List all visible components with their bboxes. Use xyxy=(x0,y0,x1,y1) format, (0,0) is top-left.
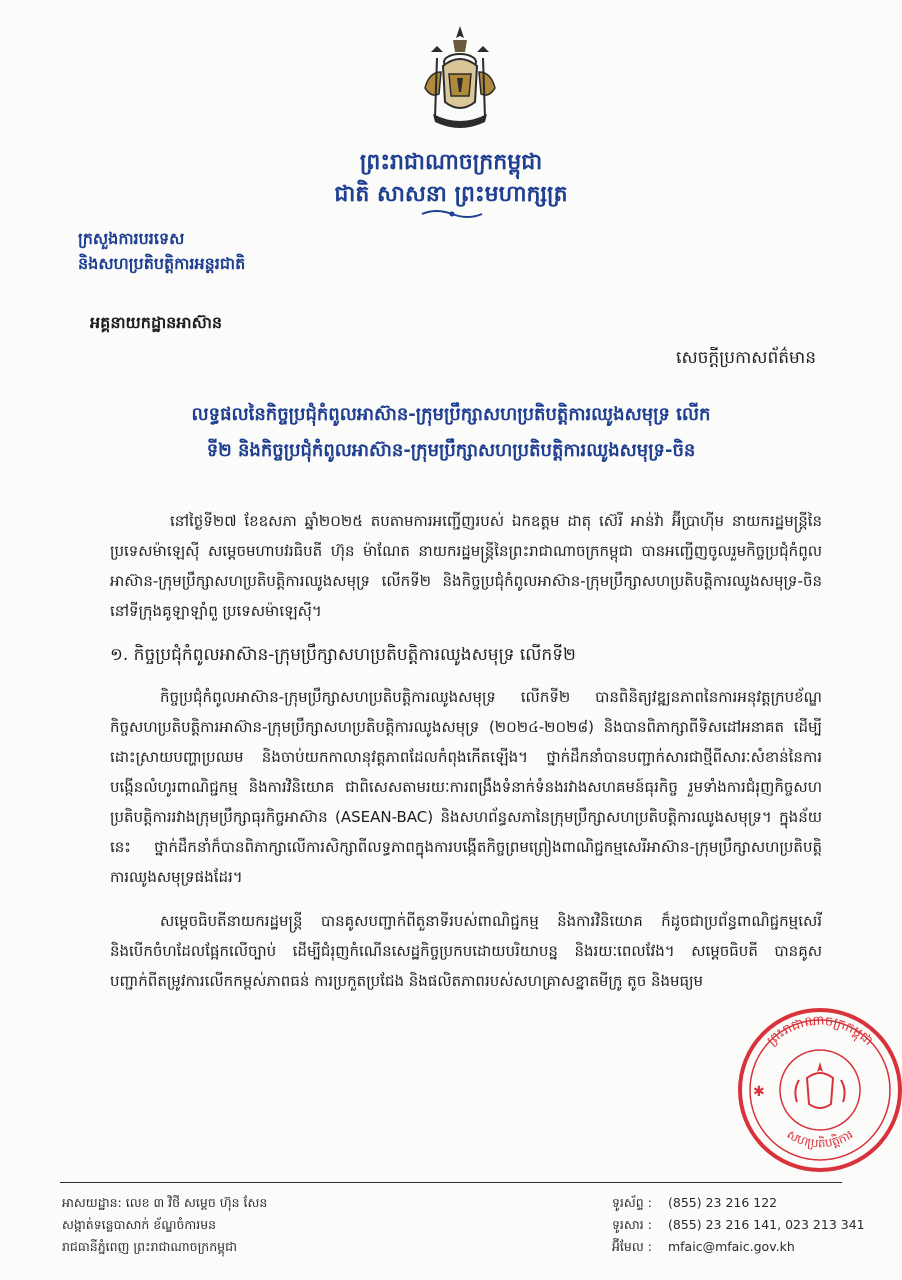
svg-text:✱: ✱ xyxy=(753,1084,765,1100)
footer-contacts xyxy=(612,1192,865,1258)
seal-text-top: ព្រះរាជាណាចក្រកម្ពុជា xyxy=(764,1013,876,1049)
paragraph-section1-cont: សម្តេចធិបតីនាយករដ្ឋមន្ត្រី បានគូសបញ្ជាក់ពីតួនាទីរបស់ពាណិជ្ជកម្ម និងការវិនិយោគ ក៏ដូចជាប្រព័ន្ធពាណិជ្ជកម្មសេរី និងបើកចំហដែលផ្អែកលើច្បាប់ ដើម្បីជំរុញកំណើនសេដ្ឋកិច្ចប្រកបដោយបរិយាបន្ន និងរយៈពេលវែង។ សម្តេចធិបតី បានគូសបញ្ជាក់ពីតម្រូវការលើកកម្ពស់ភាពធន់ ការប្រកួតប្រជែង និងផលិតភាពរបស់សហគ្រាសខ្នាតមីក្រូ តូច និងមធ្យម xyxy=(110,912,822,990)
footer-divider xyxy=(60,1182,842,1183)
address-line1: អាសយដ្ឋាន: លេខ ៣ វិថី សម្តេច ហ៊ុន សែន xyxy=(62,1195,268,1210)
ornament-divider-icon xyxy=(420,208,484,220)
ministry-name-line1: ក្រសួងការបរទេស xyxy=(78,229,185,248)
fax-row xyxy=(612,1214,865,1236)
document-body xyxy=(110,506,822,996)
section-heading: ១. កិច្ចប្រជុំកំពូលអាស៊ាន-ក្រុមប្រឹក្សាសហប្រតិបត្តិការឈូងសមុទ្រ លើកទី២ xyxy=(110,645,576,665)
ministry-name-line2: និងសហប្រតិបត្តិការអន្តរជាតិ xyxy=(78,254,246,273)
paragraph-section1: កិច្ចប្រជុំកំពូលអាស៊ាន-ក្រុមប្រឹក្សាសហប្រតិបត្តិការឈូងសមុទ្រ លើកទី២ បានពិនិត្យវឌ្ឍនភាពនៃការអនុវត្តក្របខ័ណ្ឌកិច្ចសហប្រតិបត្តិការអាស៊ាន-ក្រុមប្រឹក្សាសហប្រតិបត្តិការឈូងសមុទ្រ (២០២៤-២០២៨) និងបានពិភាក្សាពីទិសដៅអនាគត ដើម្បីដោះស្រាយបញ្ហាប្រឈម និងចាប់យកកាលានុវត្តភាពដែលកំពុងកើតឡើង។ ថ្នាក់ដឹកនាំបានបញ្ជាក់សារជាថ្មីពីសារៈសំខាន់នៃការបង្កើនលំហូរពាណិជ្ជកម្ម និងការវិនិយោគ ជាពិសេសតាមរយៈការពង្រឹងទំនាក់ទំនងរវាងសហគមន៍ធុរកិច្ច រួមទាំងការជំរុញកិច្ចសហប្រតិបត្តិការរវាងក្រុមប្រឹក្សាធុរកិច្ចអាស៊ាន (ASEAN-BAC) និងសហព័ន្ធសភានៃក្រុមប្រឹក្សាសហប្រតិបត្តិការឈូងសមុទ្រ។ ក្នុងន័យនេះ ថ្នាក់ដឹកនាំក៏បានពិភាក្សាលើការសិក្សាពីលទ្ធភាពក្នុងការបង្កើតកិច្ចព្រមព្រៀងពាណិជ្ជកម្មសេរីអាស៊ាន-ក្រុមប្រឹក្សាសហប្រតិបត្តិការឈូងសមុទ្រផងដែរ។ xyxy=(110,688,822,886)
document-title-line2: ទី២ និងកិច្ចប្រជុំកំពូលអាស៊ាន-ក្រុមប្រឹក្សាសហប្រតិបត្តិការឈូងសមុទ្រ-ចិន xyxy=(206,440,696,461)
fax-label: ទូរសារ : xyxy=(612,1217,652,1232)
fax-value: (855) 23 216 141, 023 213 341 xyxy=(667,1217,865,1232)
department-name: អគ្គនាយកដ្ឋានអាស៊ាន xyxy=(90,313,223,332)
email-value: mfaic@mfaic.gov.kh xyxy=(667,1239,795,1254)
kingdom-name: ព្រះរាជាណាចក្រកម្ពុជា xyxy=(359,150,543,175)
document-title-line1: លទ្ធផលនៃកិច្ចប្រជុំកំពូលអាស៊ាន-ក្រុមប្រឹក្សាសហប្រតិបត្តិការឈូងសមុទ្រ លើក xyxy=(191,404,711,425)
document-type: សេចក្តីប្រកាសព័ត៌មាន xyxy=(676,348,816,368)
paragraph-intro: នៅថ្ងៃទី២៧ ខែឧសភា ឆ្នាំ២០២៥ តបតាមការអញ្ជើញរបស់ ឯកឧត្តម ដាតុ ស៊េរី អាន់វ៉ា អ៊ីប្រាហ៊ីម នាយករដ្ឋមន្ត្រីនៃប្រទេសម៉ាឡេស៊ី សម្តេចមហាបវរធិបតី ហ៊ុន ម៉ាណែត នាយករដ្ឋមន្ត្រីនៃព្រះរាជាណាចក្រកម្ពុជា បានអញ្ជើញចូលរួមកិច្ចប្រជុំកំពូលអាស៊ាន-ក្រុមប្រឹក្សាសហប្រតិបត្តិការឈូងសមុទ្រ លើកទី២ និងកិច្ចប្រជុំកំពូលអាស៊ាន-ក្រុមប្រឹក្សាសហប្រតិបត្តិការឈូងសមុទ្រ-ចិន នៅទីក្រុងគូឡាឡាំពួ ប្រទេសម៉ាឡេស៊ី។ xyxy=(110,512,822,620)
address-line2: សង្កាត់ទន្លេបាសាក់ ខ័ណ្ឌចំការមន xyxy=(62,1217,217,1232)
email-row xyxy=(612,1236,865,1258)
royal-coat-of-arms-icon xyxy=(405,22,515,132)
official-seal-stamp xyxy=(735,1000,902,1180)
phone-label: ទូរស័ព្ទ : xyxy=(612,1195,652,1210)
national-motto: ជាតិ សាសនា ព្រះមហាក្សត្រ xyxy=(334,182,568,207)
footer-address xyxy=(62,1192,267,1258)
phone-row xyxy=(612,1192,865,1214)
address-line3: រាជធានីភ្នំពេញ ព្រះរាជាណាចក្រកម្ពុជា xyxy=(62,1239,237,1254)
seal-text-bottom: សហប្រតិបត្តិការ xyxy=(784,1127,856,1151)
email-label: អ៊ីមែល : xyxy=(612,1239,652,1254)
phone-value: (855) 23 216 122 xyxy=(667,1195,778,1210)
